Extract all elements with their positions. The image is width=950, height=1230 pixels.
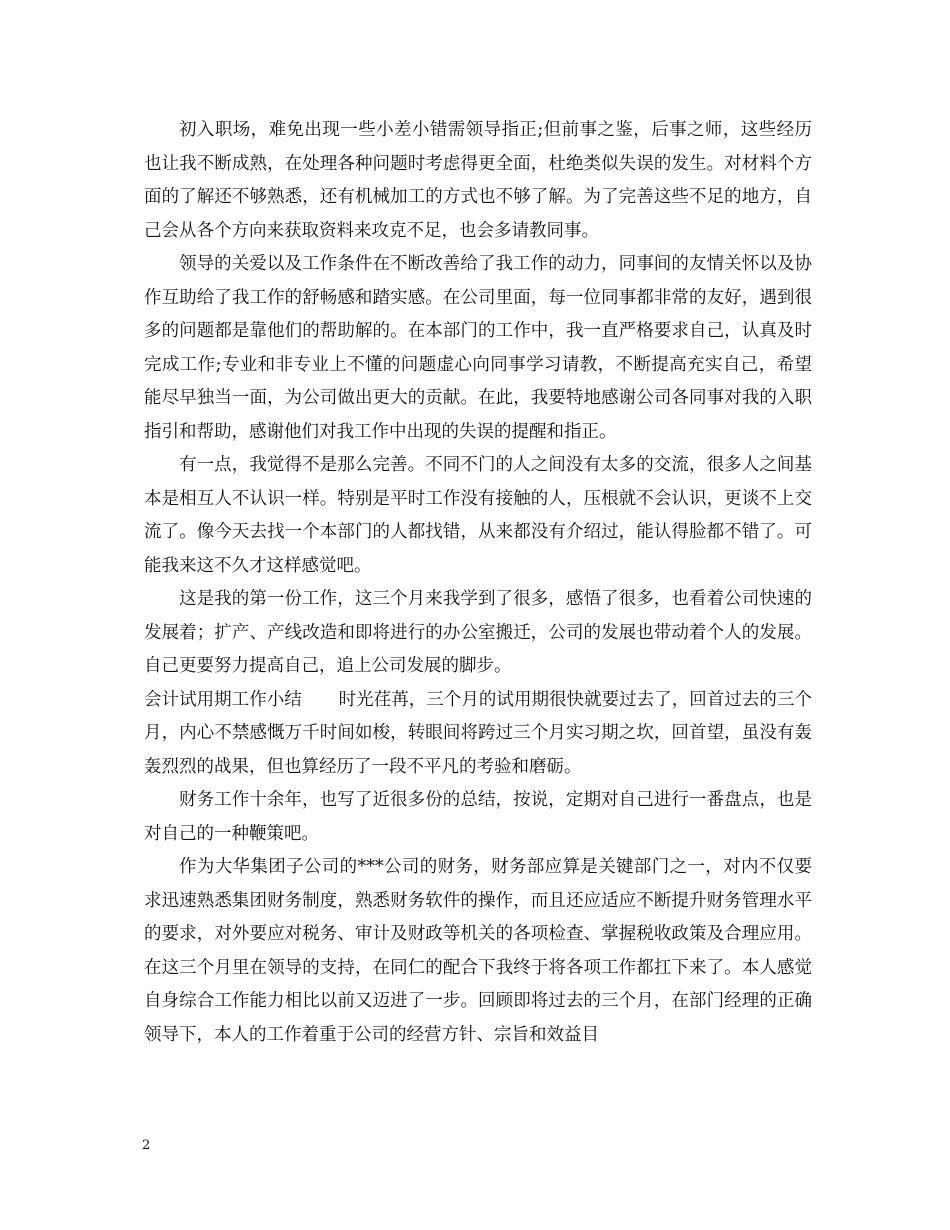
paragraph-3: 有一点，我觉得不是那么完善。不同不门的人之间没有太多的交流，很多人之间基本是相互人不认识一样。特别是平时工作没有接触的人，压根就不会认识，更谈不上交流了。像今天去找一个本部门的人都找错，从来都没有介绍过，能认得脸都不错了。可能我来这不久才这样感觉吧。 (144, 455, 812, 576)
paragraph-2: 领导的关爱以及工作条件在不断改善给了我工作的动力，同事间的友情关怀以及协作互助给了我工作的舒畅感和踏实感。在公司里面，每一位同事都非常的友好，遇到很多的问题都是靠他们的帮助解的。在本部门的工作中，我一直严格要求自己，认真及时完成工作;专业和非专业上不懂的问题虚心向同事学习请教，不断提高充实自己，希望能尽早独当一面，为公司做出更大的贡献。在此，我要特地感谢公司各同事对我的入职指引和帮助，感谢他们对我工作中出现的失误的提醒和指正。 (144, 254, 812, 442)
section-title: 会计试用期工作小结 (144, 689, 302, 710)
section-intro: 时光荏苒，三个月的试用期很快就要过去了，回首过去的三个月，内心不禁感慨万千时间如梭，转眼间将跨过三个月实习期之坎，回首望，虽没有轰轰烈烈的战果，但也算经历了一段不平凡的考验和磨砺。 (144, 689, 812, 777)
paragraph-4: 这是我的第一份工作，这三个月来我学到了很多，感悟了很多，也看着公司快速的发展着；扩产、产线改造和即将进行的办公室搬迁，公司的发展也带动着个人的发展。自己更要努力提高自己，追上公司发展的脚步。 (144, 589, 812, 676)
paragraph-5: 财务工作十余年，也写了近很多份的总结，按说，定期对自己进行一番盘点，也是对自己的一种鞭策吧。 (144, 790, 812, 844)
section-paragraph (144, 684, 812, 785)
paragraph-1: 初入职场，难免出现一些小差小错需领导指正;但前事之鉴，后事之师，这些经历也让我不断成熟，在处理各种问题时考虑得更全面，杜绝类似失误的发生。对材料个方面的了解还不够熟悉，还有机械加工的方式也不够了解。为了完善这些不足的地方，自己会从各个方向来获取资料来攻克不足，也会多请教同事。 (144, 120, 812, 241)
page-number: 2 (142, 1138, 151, 1153)
paragraph-6: 作为大华集团子公司的***公司的财务，财务部应算是关键部门之一，对内不仅要求迅速熟悉集团财务制度，熟悉财务软件的操作，而且还应适应不断提升财务管理水平的要求，对外要应对税务、审计及财政等机关的各项检查、掌握税收政策及合理应用。在这三个月里在领导的支持，在同仁的配合下我终于将各项工作都扛下来了。本人感觉自身综合工作能力相比以前又迈进了一步。回顾即将过去的三个月，在部门经理的正确领导下，本人的工作着重于公司的经营方针、宗旨和效益目 (144, 857, 812, 1045)
document-body (144, 114, 812, 1052)
